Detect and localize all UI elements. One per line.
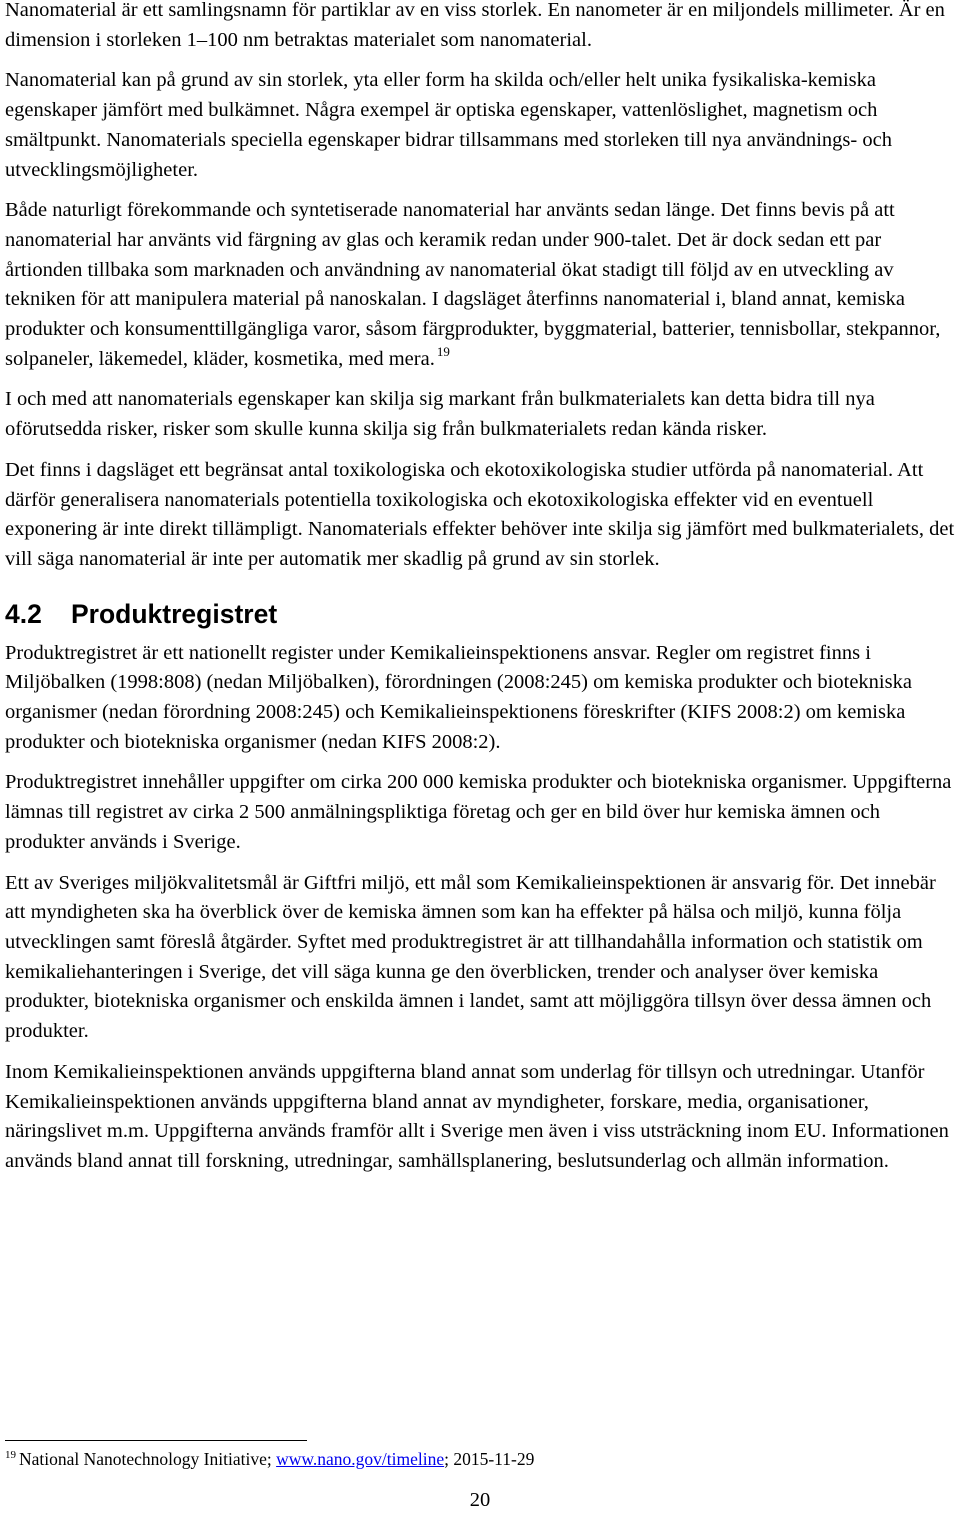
- footnote-reference[interactable]: 19: [436, 343, 450, 359]
- document-page: [5, 0, 960, 1188]
- section-number: 4.2: [5, 598, 42, 629]
- page-number: 20: [469, 1489, 491, 1511]
- section-title: Produktregistret: [71, 598, 278, 629]
- paragraph-nanomaterial-history-text: Både naturligt förekommande och syntetiserade nanomaterial har använts sedan länge. Det finns bevis på att nanomaterial har använts vid färgning av glas och keramik redan under 900-talet. Det är dock sedan ett par årtionden tillbaka som marknaden och användning av nanomaterial ökat stadigt till följd av en utveckling av tekniken för att manipulera material på nanoskalan. I dagsläget återfinns nanomaterial i, bland annat, kemiska produkter och konsumenttillgängliga varor, såsom färgprodukter, byggmaterial, batterier, tennisbollar, stekpannor, solpaneler, läkemedel, kläder, kosmetika, med mera.: [5, 199, 941, 370]
- footnote: [5, 1447, 534, 1471]
- footnote-text-after: ; 2015-11-29: [444, 1449, 535, 1469]
- footnote-divider: [5, 1440, 307, 1441]
- paragraph-nanomaterial-definition: Nanomaterial är ett samlingsnamn för partiklar av en viss storlek. En nanometer är en miljondels millimeter. Är en dimension i storleken 1–100 nm betraktas materialet som nanomaterial.: [5, 0, 945, 51]
- footnote-link[interactable]: www.nano.gov/timeline: [276, 1449, 445, 1469]
- paragraph-nanomaterial-properties: Nanomaterial kan på grund av sin storlek, yta eller form ha skilda och/eller helt unika fysikaliska-kemiska egenskaper jämfört med bulkämnet. Några exempel är optiska egenskaper, vattenlöslighet, magnetism och smältpunkt. Nanomaterials speciella egenskaper bidrar tillsammans med storleken till nya användnings- och utvecklingsmöjligheter.: [5, 69, 892, 181]
- section-heading: [5, 597, 960, 631]
- paragraph-register-rules: Produktregistret är ett nationellt register under Kemikalieinspektionens ansvar. Regler om registret finns i Miljöbalken (1998:808) (nedan Miljöbalken), förordningen (2008:245) om kemiska produkter och biotekniska organismer (nedan förordning 2008:245) och Kemikalieinspektionens föreskrifter (KIFS 2008:2) om kemiska produkter och biotekniska organismer (nedan KIFS 2008:2).: [5, 641, 912, 753]
- footnote-number: 19: [5, 1449, 16, 1461]
- paragraph-register-purpose: Ett av Sveriges miljökvalitetsmål är Giftfri miljö, ett mål som Kemikalieinspektionen är ansvarig för. Det innebär att myndigheten ska ha överblick över de kemiska ämnen som kan ha effekter på hälsa och miljö, kunna följa utvecklingen samt föreslå åtgärder. Syftet med produktregistret är att tillhandahålla information och statistik om kemikaliehanteringen i Sverige, det vill säga kunna ge den överblicken, trender och analyser över kemiska produkter, biotekniska organismer och enskilda ämnen i landet, samt att möjliggöra tillsyn över dessa ämnen och produkter.: [5, 871, 936, 1043]
- paragraph-nanomaterial-studies: Det finns i dagsläget ett begränsat antal toxikologiska och ekotoxikologiska studier utförda på nanomaterial. Att därför generalisera nanomaterials potentiella toxikologiska och ekotoxikologiska effekter vid en eventuell exponering är inte direkt tillämpligt. Nanomaterials effekter behöver inte skilja sig jämfört med bulkmaterialets, det vill säga nanomaterial är inte per automatik mer skadlig på grund av sin storlek.: [5, 458, 955, 570]
- paragraph-nanomaterial-risks: I och med att nanomaterials egenskaper kan skilja sig markant från bulkmaterialets kan detta bidra till nya oförutsedda risker, risker som skulle kunna skilja sig från bulkmaterialets redan kända risker.: [5, 388, 875, 441]
- paragraph-register-usage: Inom Kemikalieinspektionen används uppgifterna bland annat som underlag för tillsyn och utredningar. Utanför Kemikalieinspektionen används uppgifterna bland annat av myndigheter, forskare, media, organisationer, näringslivet m.m. Uppgifterna används framför allt i Sverige men även i viss utsträckning inom EU. Informationen används bland annat till forskning, utredningar, samhällsplanering, beslutsunderlag och allmän information.: [5, 1060, 949, 1172]
- paragraph-nanomaterial-history: [5, 196, 960, 374]
- footnote-text-before: National Nanotechnology Initiative;: [19, 1449, 277, 1469]
- paragraph-register-contents: Produktregistret innehåller uppgifter om cirka 200 000 kemiska produkter och biotekniska organismer. Uppgifterna lämnas till registret av cirka 2 500 anmälningspliktiga företag och ger en bild över hur kemiska ämnen och produkter används i Sverige.: [5, 771, 952, 853]
